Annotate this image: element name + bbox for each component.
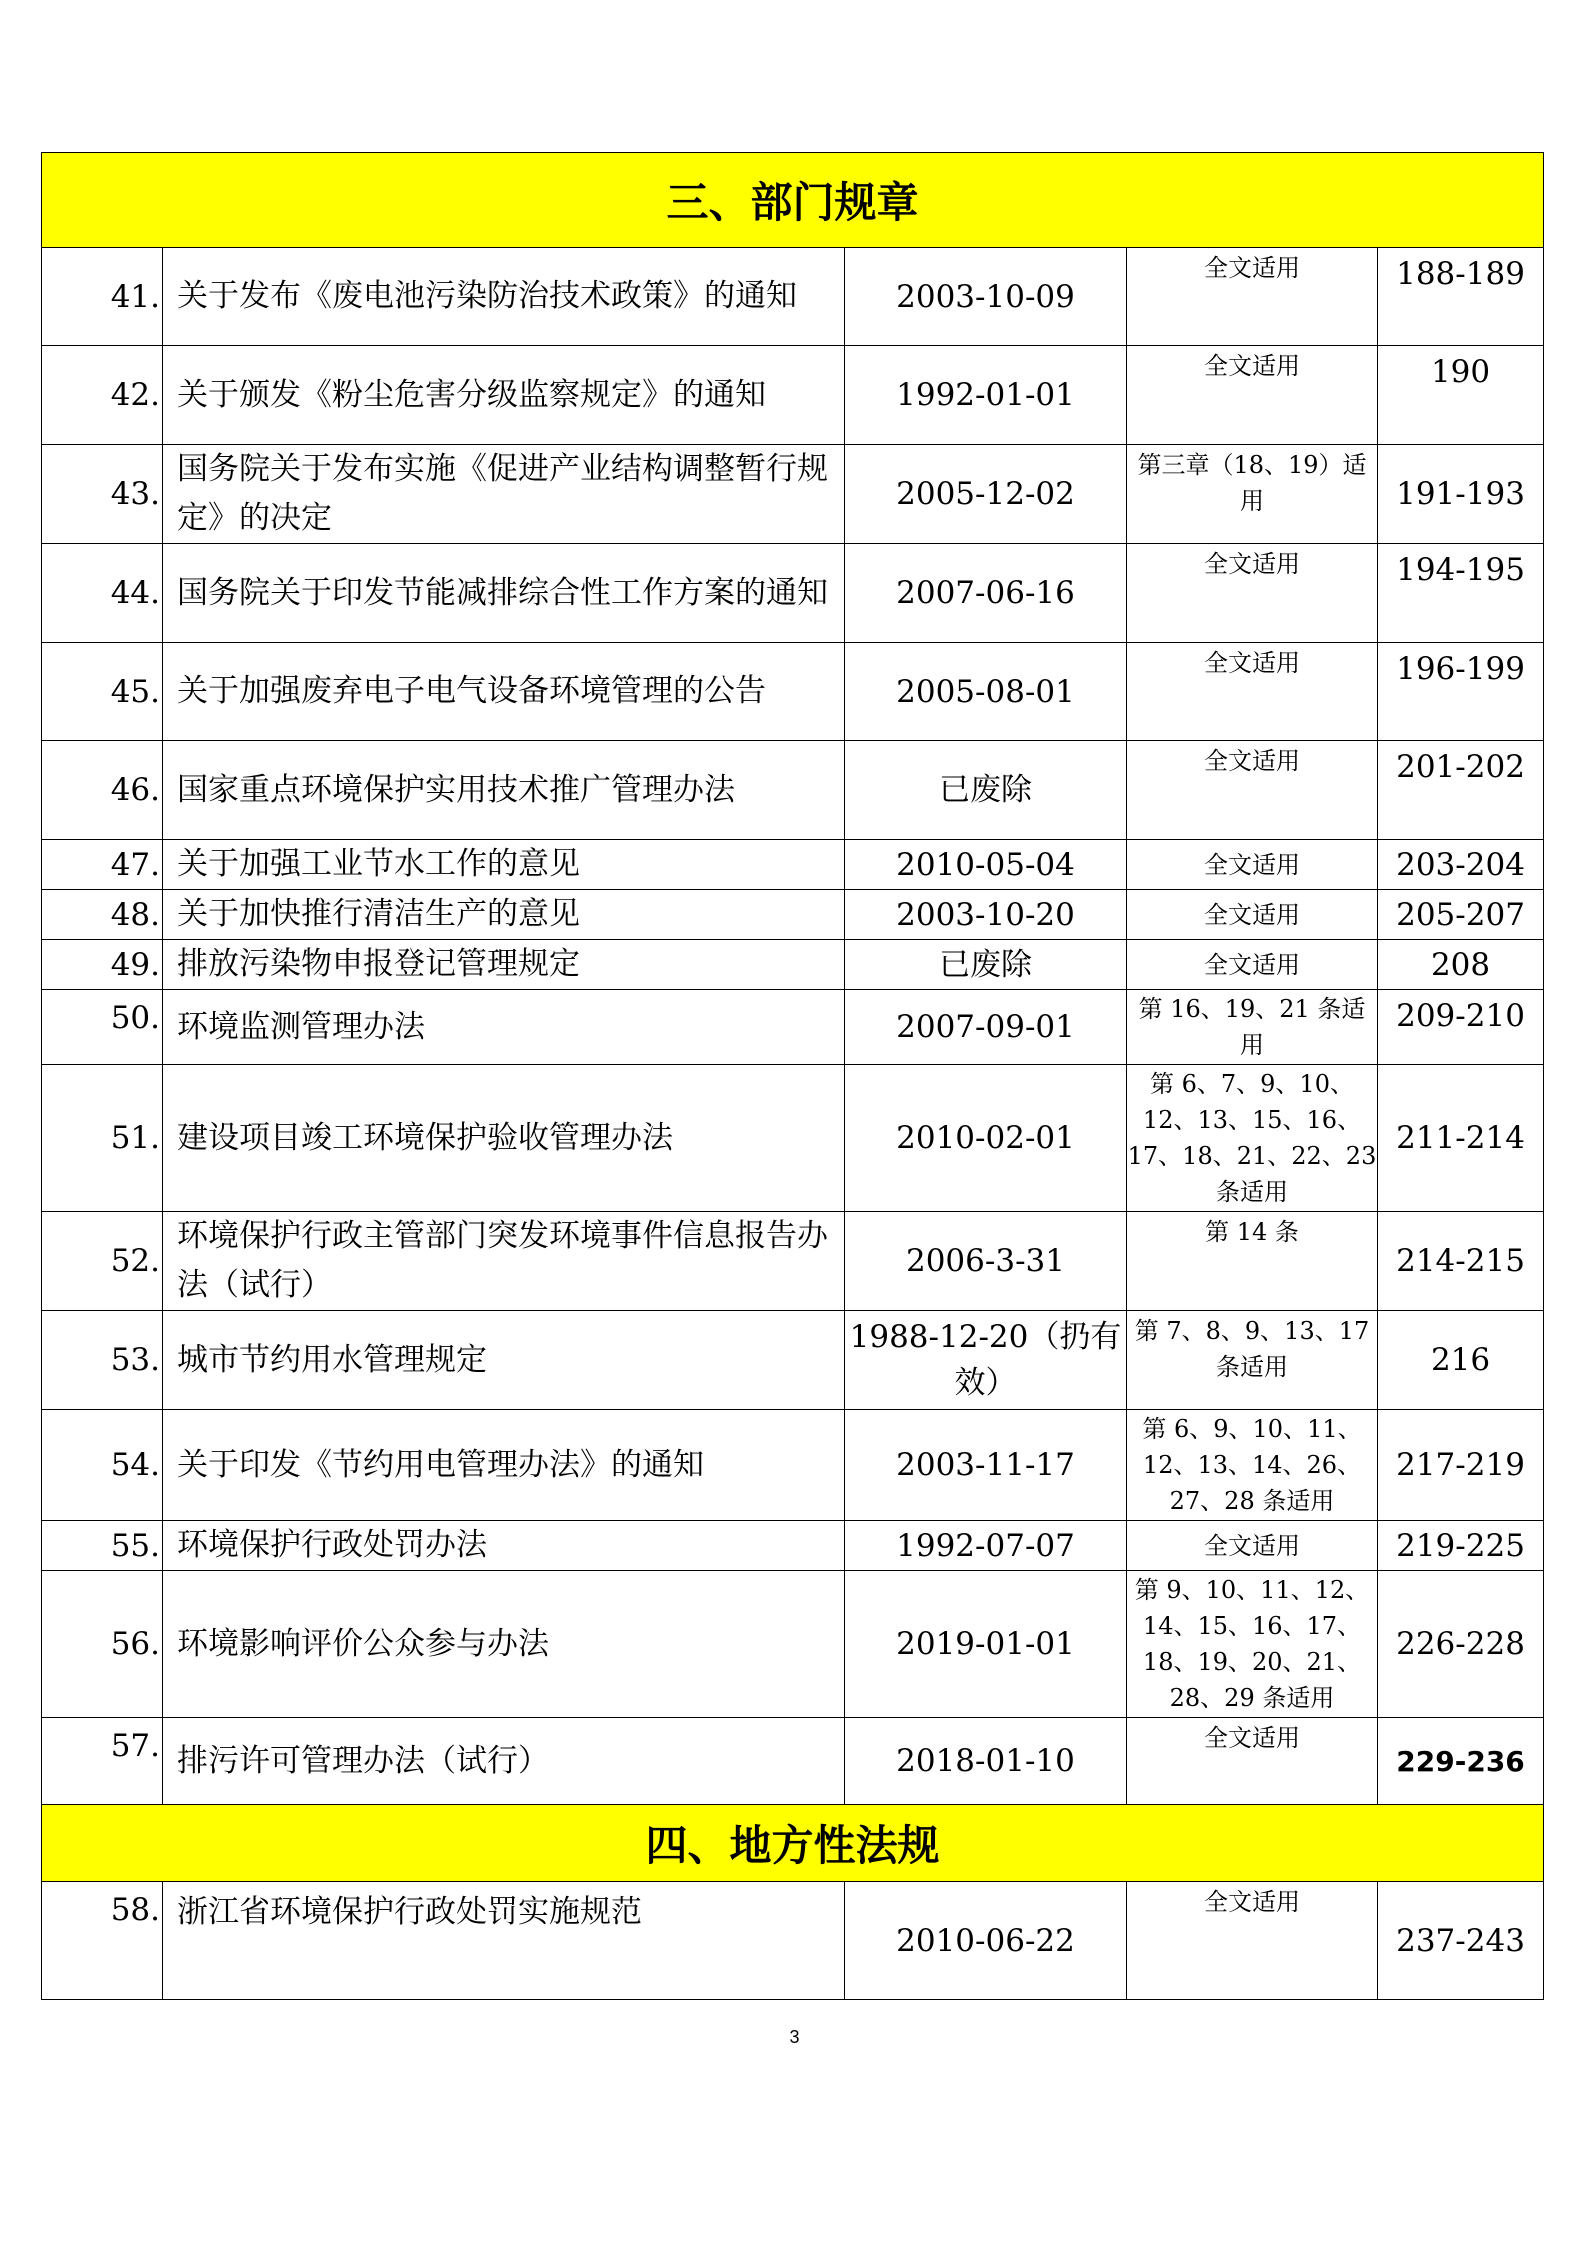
row-number: 56. [42, 1571, 163, 1718]
table-row [42, 248, 1544, 346]
row-number: 41. [42, 248, 163, 346]
row-pages: 214-215 [1378, 1212, 1544, 1311]
table-row [42, 544, 1544, 643]
row-pages: 216 [1378, 1311, 1544, 1410]
row-number: 42. [42, 346, 163, 445]
row-number: 46. [42, 741, 163, 840]
row-scope: 全文适用 [1127, 890, 1378, 940]
row-date: 2005-08-01 [845, 643, 1127, 741]
row-title: 环境保护行政主管部门突发环境事件信息报告办法（试行） [163, 1212, 845, 1311]
row-scope: 第 6、9、10、11、12、13、14、26、27、28 条适用 [1127, 1410, 1378, 1521]
row-number: 48. [42, 890, 163, 940]
row-title: 关于加快推行清洁生产的意见 [163, 890, 845, 940]
row-date: 已废除 [845, 741, 1127, 840]
row-date: 已废除 [845, 940, 1127, 990]
table-row [42, 1311, 1544, 1410]
row-scope: 全文适用 [1127, 643, 1378, 741]
section-header-row [42, 1805, 1544, 1882]
row-title: 关于加强工业节水工作的意见 [163, 840, 845, 890]
row-number: 57. [42, 1718, 163, 1805]
row-scope: 第 7、8、9、13、17 条适用 [1127, 1311, 1378, 1410]
row-pages: 190 [1378, 346, 1544, 445]
table-row [42, 890, 1544, 940]
row-scope: 全文适用 [1127, 1718, 1378, 1805]
row-title: 城市节约用水管理规定 [163, 1311, 845, 1410]
table-row [42, 1882, 1544, 2000]
row-number: 50. [42, 990, 163, 1065]
row-date: 2010-05-04 [845, 840, 1127, 890]
table-row [42, 1718, 1544, 1805]
row-date: 1992-07-07 [845, 1521, 1127, 1571]
table-row [42, 643, 1544, 741]
row-pages: 203-204 [1378, 840, 1544, 890]
row-date: 2010-02-01 [845, 1065, 1127, 1212]
row-title: 国家重点环境保护实用技术推广管理办法 [163, 741, 845, 840]
table-row [42, 940, 1544, 990]
table-row [42, 1571, 1544, 1718]
row-date: 2007-06-16 [845, 544, 1127, 643]
row-date: 1992-01-01 [845, 346, 1127, 445]
row-pages: 188-189 [1378, 248, 1544, 346]
table-row [42, 741, 1544, 840]
row-date: 2005-12-02 [845, 445, 1127, 544]
row-scope: 全文适用 [1127, 1521, 1378, 1571]
row-pages: 217-219 [1378, 1410, 1544, 1521]
row-date: 2010-06-22 [845, 1882, 1127, 2000]
section-header-row [42, 153, 1544, 248]
table-row [42, 840, 1544, 890]
row-title: 建设项目竣工环境保护验收管理办法 [163, 1065, 845, 1212]
row-number: 49. [42, 940, 163, 990]
row-title: 环境保护行政处罚办法 [163, 1521, 845, 1571]
row-number: 55. [42, 1521, 163, 1571]
row-scope: 第 9、10、11、12、14、15、16、17、18、19、20、21、28、29 条适用 [1127, 1571, 1378, 1718]
row-pages: 196-199 [1378, 643, 1544, 741]
section-title: 三、部门规章 [42, 153, 1544, 248]
row-scope: 全文适用 [1127, 544, 1378, 643]
row-number: 58. [42, 1882, 163, 2000]
row-number: 43. [42, 445, 163, 544]
row-scope: 第 6、7、9、10、12、13、15、16、17、18、21、22、23 条适用 [1127, 1065, 1378, 1212]
row-number: 53. [42, 1311, 163, 1410]
regulations-table [41, 152, 1544, 2000]
row-pages: 237-243 [1378, 1882, 1544, 2000]
row-date: 2018-01-10 [845, 1718, 1127, 1805]
row-scope: 全文适用 [1127, 940, 1378, 990]
row-number: 44. [42, 544, 163, 643]
row-title: 国务院关于发布实施《促进产业结构调整暂行规定》的决定 [163, 445, 845, 544]
row-scope: 第 16、19、21 条适用 [1127, 990, 1378, 1065]
row-title: 关于加强废弃电子电气设备环境管理的公告 [163, 643, 845, 741]
row-title: 环境影响评价公众参与办法 [163, 1571, 845, 1718]
row-pages: 208 [1378, 940, 1544, 990]
row-date: 2003-10-09 [845, 248, 1127, 346]
row-title: 环境监测管理办法 [163, 990, 845, 1065]
row-number: 54. [42, 1410, 163, 1521]
row-pages: 209-210 [1378, 990, 1544, 1065]
row-date: 2006-3-31 [845, 1212, 1127, 1311]
table-row [42, 445, 1544, 544]
row-title: 排污许可管理办法（试行） [163, 1718, 845, 1805]
row-date: 2003-11-17 [845, 1410, 1127, 1521]
section-title: 四、地方性法规 [42, 1805, 1544, 1882]
row-title: 浙江省环境保护行政处罚实施规范 [163, 1882, 845, 2000]
row-scope: 全文适用 [1127, 840, 1378, 890]
row-scope: 第 14 条 [1127, 1212, 1378, 1311]
table-row [42, 346, 1544, 445]
row-pages: 191-193 [1378, 445, 1544, 544]
row-date: 2003-10-20 [845, 890, 1127, 940]
row-pages: 219-225 [1378, 1521, 1544, 1571]
table-row [42, 1410, 1544, 1521]
row-number: 52. [42, 1212, 163, 1311]
row-pages: 201-202 [1378, 741, 1544, 840]
row-scope: 第三章（18、19）适用 [1127, 445, 1378, 544]
row-title: 排放污染物申报登记管理规定 [163, 940, 845, 990]
row-pages: 226-228 [1378, 1571, 1544, 1718]
row-pages: 194-195 [1378, 544, 1544, 643]
row-date: 2019-01-01 [845, 1571, 1127, 1718]
row-date: 1988-12-20（扔有效） [845, 1311, 1127, 1410]
row-number: 45. [42, 643, 163, 741]
table-row [42, 1212, 1544, 1311]
row-scope: 全文适用 [1127, 248, 1378, 346]
row-title: 关于发布《废电池污染防治技术政策》的通知 [163, 248, 845, 346]
row-title: 关于印发《节约用电管理办法》的通知 [163, 1410, 845, 1521]
row-scope: 全文适用 [1127, 741, 1378, 840]
table-row [42, 990, 1544, 1065]
row-pages: 229-236 [1378, 1718, 1544, 1805]
page-number: 3 [789, 2027, 800, 2047]
table-row [42, 1521, 1544, 1571]
row-scope: 全文适用 [1127, 1882, 1378, 2000]
row-pages: 205-207 [1378, 890, 1544, 940]
row-number: 51. [42, 1065, 163, 1212]
row-title: 关于颁发《粉尘危害分级监察规定》的通知 [163, 346, 845, 445]
row-title: 国务院关于印发节能减排综合性工作方案的通知 [163, 544, 845, 643]
table-row [42, 1065, 1544, 1212]
row-scope: 全文适用 [1127, 346, 1378, 445]
row-pages: 211-214 [1378, 1065, 1544, 1212]
row-date: 2007-09-01 [845, 990, 1127, 1065]
row-number: 47. [42, 840, 163, 890]
